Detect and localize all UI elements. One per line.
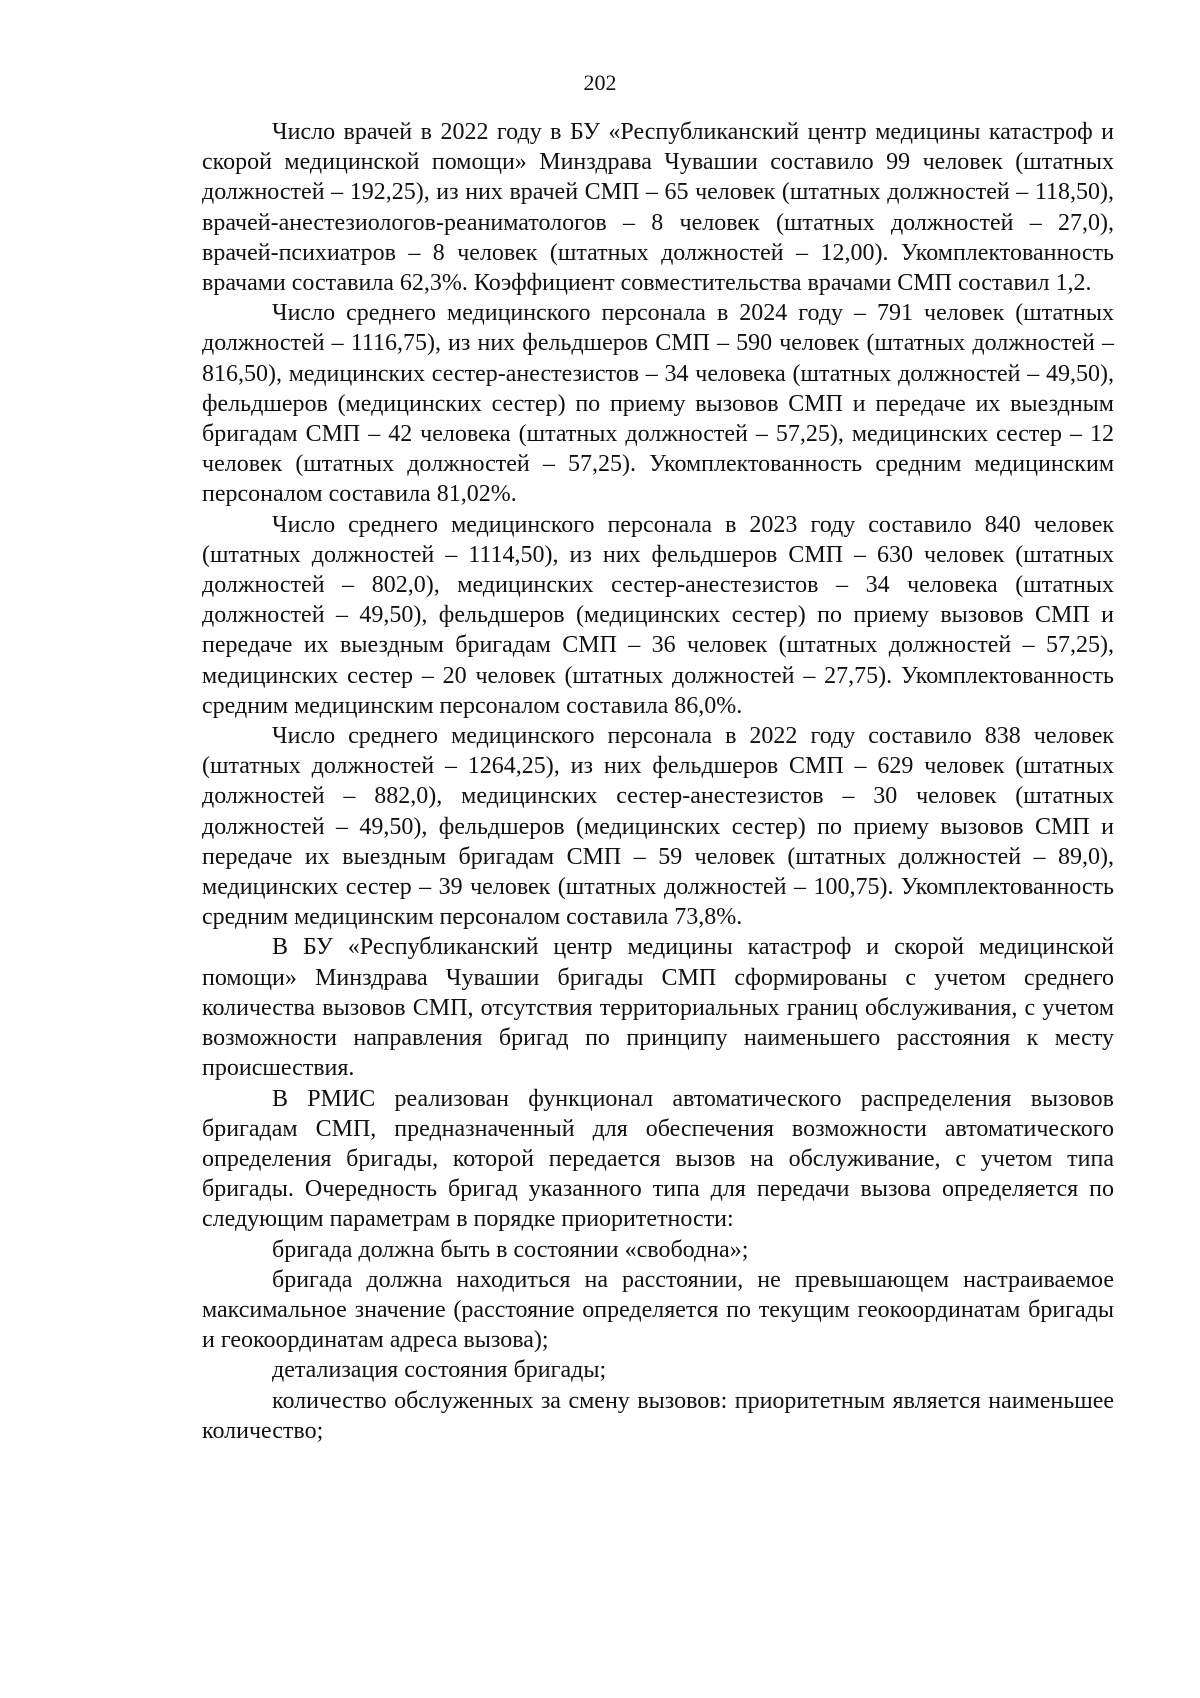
paragraph-brigades-formation: В БУ «Республиканский центр медицины катастроф и скорой медицинской помощи» Минздрава Чувашии бригады СМП сформированы с учетом среднего количества вызовов СМП, отсутствия территориальных границ обслуживания, с учетом возможности направления бригад по принципу наименьшего расстояния к месту происшествия. [202,934,1114,1082]
page-number: 202 [583,70,617,95]
paragraph-nurses-2022: Число среднего медицинского персонала в 2022 году составило 838 человек (штатных должностей – 1264,25), из них фельдшеров СМП – 629 человек (штатных должностей – 882,0), медицинских сестер-анестезистов – 30 человек (штатных должностей – 49,50), фельдшеров (медицинских сестер) по приему вызовов СМП и передаче их выездным бригадам СМП – 59 человек (штатных должностей – 89,0), медицинских сестер – 39 человек (штатных должностей – 100,75). Укомплектованность средним медицинским персоналом составила 73,8%. [202,723,1114,931]
list-item-state-detail: детализация состояния бригады; [272,1357,607,1384]
list-item-distance: бригада должна находиться на расстоянии, не превышающем настраиваемое максимальное значение (расстояние определяется по текущим геокоординатам бригады и геокоординатам адреса вызова); [202,1266,1114,1354]
list-item-calls-count: количество обслуженных за смену вызовов: приоритетным является наименьшее количество; [202,1387,1114,1444]
paragraph-nurses-2024: Число среднего медицинского персонала в 2024 году – 791 человек (штатных должностей – 1116,75), из них фельдшеров СМП – 590 человек (штатных должностей – 816,50), медицинских сестер-анестезистов – 34 человека (штатных должностей – 49,50), фельдшеров (медицинских сестер) по приему вызовов СМП и передаче их выездным бригадам СМП – 42 человека (штатных должностей – 57,25), медицинских сестер – 12 человек (штатных должностей – 57,25). Укомплектованность средним медицинским персоналом составила 81,02%. [202,300,1114,508]
document-body [202,117,1114,1446]
list-item-status-free: бригада должна быть в состоянии «свободна»; [272,1236,749,1263]
paragraph-doctors-2022: Число врачей в 2022 году в БУ «Республиканский центр медицины катастроф и скорой медицинской помощи» Минздрава Чувашии составило 99 человек (штатных должностей – 192,25), из них врачей СМП – 65 человек (штатных должностей – 118,50), врачей-анестезиологов-реаниматологов – 8 человек (штатных должностей – 27,0), врачей-психиатров – 8 человек (штатных должностей – 12,00). Укомплектованность врачами составила 62,3%. Коэффициент совместительства врачами СМП составил 1,2. [202,119,1114,297]
paragraph-rmis-distribution: В РМИС реализован функционал автоматического распределения вызовов бригадам СМП, предназначенный для обеспечения возможности автоматического определения бригады, которой передается вызов на обслуживание, с учетом типа бригады. Очередность бригад указанного типа для передачи вызова определяется по следующим параметрам в порядке приоритетности: [202,1085,1114,1233]
paragraph-nurses-2023: Число среднего медицинского персонала в 2023 году составило 840 человек (штатных должностей – 1114,50), из них фельдшеров СМП – 630 человек (штатных должностей – 802,0), медицинских сестер-анестезистов – 34 человека (штатных должностей – 49,50), фельдшеров (медицинских сестер) по приему вызовов СМП и передаче их выездным бригадам СМП – 36 человек (штатных должностей – 57,25), медицинских сестер – 20 человек (штатных должностей – 27,75). Укомплектованность средним медицинским персоналом составила 86,0%. [202,511,1114,719]
